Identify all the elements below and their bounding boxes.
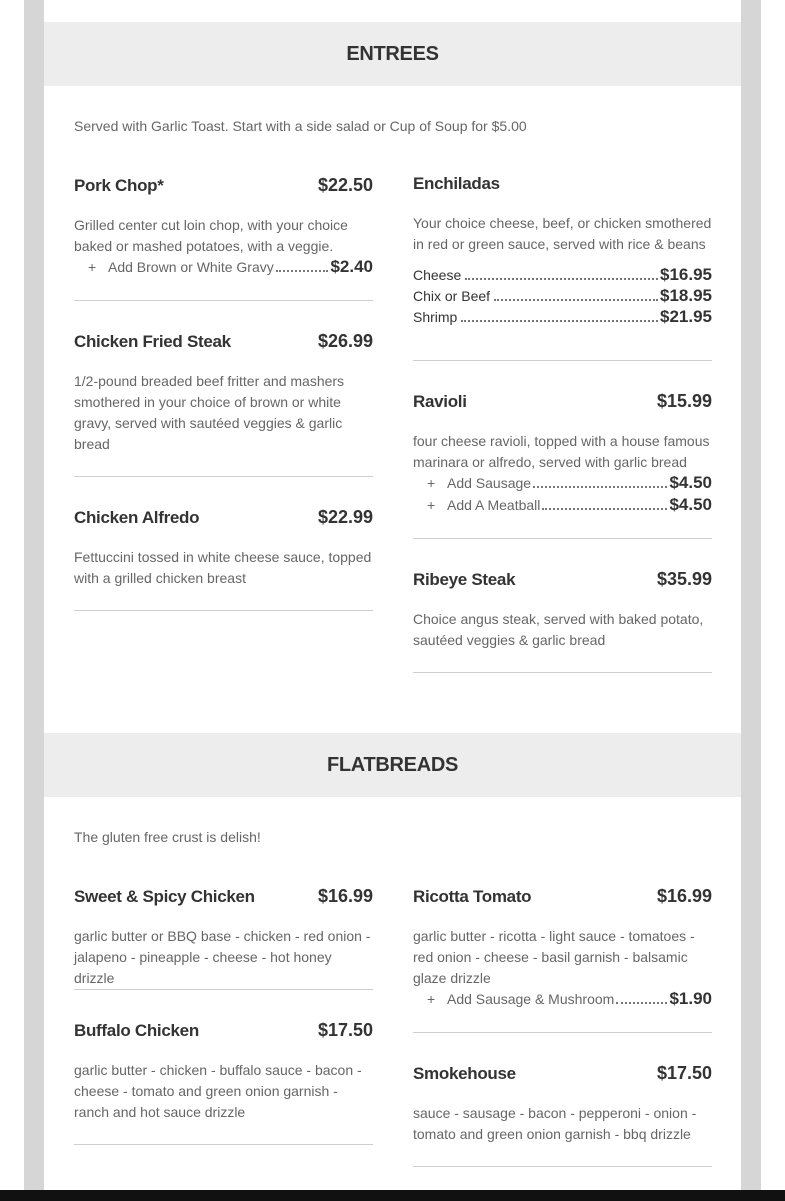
addon-price: $4.50 xyxy=(669,495,712,514)
item-description: Grilled center cut loin chop, with your choice baked or mashed potatoes, with a veggie. xyxy=(74,217,348,254)
option-label: Cheese xyxy=(413,267,462,283)
menu-item-smokehouse xyxy=(413,1063,712,1145)
menu-item-sweet-spicy-chicken xyxy=(74,886,373,989)
menu-item-ravioli xyxy=(413,391,712,517)
menu-item-buffalo-chicken xyxy=(74,1020,373,1123)
dot-leader xyxy=(542,508,667,510)
dot-leader xyxy=(465,278,658,280)
item-price: $16.99 xyxy=(656,886,712,906)
divider xyxy=(413,360,712,361)
dot-leader xyxy=(276,270,329,272)
divider xyxy=(413,538,712,539)
item-description: garlic butter - ricotta - light sauce - tomatoes - red onion - cheese - basil garnish - balsamic glaze drizzle xyxy=(413,928,695,986)
item-price: $22.99 xyxy=(317,507,373,527)
item-description: Choice angus steak, served with baked potato, sautéed veggies & garlic bread xyxy=(413,611,704,648)
addon-row xyxy=(427,473,712,495)
item-name: Chicken Fried Steak xyxy=(74,332,231,351)
addon-row xyxy=(427,989,712,1011)
plus-icon: + xyxy=(88,259,97,275)
item-price: $17.50 xyxy=(317,1020,373,1040)
footer-bar xyxy=(0,1190,785,1201)
item-name: Ricotta Tomato xyxy=(413,887,532,906)
entrees-intro: Served with Garlic Toast. Start with a side salad or Cup of Soup for $5.00 xyxy=(74,118,527,134)
option-label: Chix or Beef xyxy=(413,288,491,304)
divider xyxy=(74,610,373,611)
flatbreads-heading: FLATBREADS xyxy=(44,733,741,797)
item-price: $26.99 xyxy=(317,331,373,351)
divider xyxy=(74,476,373,477)
menu-item-enchiladas xyxy=(413,174,712,328)
option-row xyxy=(413,265,712,286)
item-description: Fettuccini tossed in white cheese sauce, topped with a grilled chicken breast xyxy=(74,549,372,586)
item-price: $22.50 xyxy=(317,175,373,195)
addon-label: Add Sausage xyxy=(447,475,532,491)
addon-row xyxy=(427,495,712,517)
item-description: 1/2-pound breaded beef fritter and mashers smothered in your choice of brown or white gravy, served with sautéed veggies & garlic bread xyxy=(74,373,345,452)
entrees-heading: ENTREES xyxy=(44,22,741,86)
divider xyxy=(74,1144,373,1145)
addon-label: Add Sausage & Mushroom xyxy=(447,991,615,1007)
item-name: Ravioli xyxy=(413,392,467,411)
divider xyxy=(413,1166,712,1167)
menu-item-pork-chop xyxy=(74,175,373,279)
option-label: Shrimp xyxy=(413,309,458,325)
menu-item-chicken-alfredo xyxy=(74,507,373,589)
menu-item-chicken-fried-steak xyxy=(74,331,373,455)
addon-price: $4.50 xyxy=(669,473,712,492)
item-name: Ribeye Steak xyxy=(413,570,516,589)
dot-leader xyxy=(533,486,667,488)
item-name: Enchiladas xyxy=(413,174,500,193)
menu-item-ribeye-steak xyxy=(413,569,712,651)
plus-icon: + xyxy=(427,497,436,513)
addon-price: $1.90 xyxy=(669,989,712,1008)
right-rail xyxy=(741,0,761,1190)
option-price: $21.95 xyxy=(660,307,712,326)
left-rail xyxy=(24,0,44,1190)
item-description: Your choice cheese, beef, or chicken smothered in red or green sauce, served with rice & beans xyxy=(413,215,712,252)
item-name: Sweet & Spicy Chicken xyxy=(74,887,255,906)
addon-label: Add Brown or White Gravy xyxy=(108,259,274,275)
item-price: $17.50 xyxy=(656,1063,712,1083)
addon-label: Add A Meatball xyxy=(447,497,541,513)
menu-card xyxy=(44,0,741,1190)
item-price: $15.99 xyxy=(656,391,712,411)
item-name: Buffalo Chicken xyxy=(74,1021,199,1040)
divider xyxy=(74,989,373,990)
item-description: garlic butter - chicken - buffalo sauce - bacon - cheese - tomato and green onion garnish - ranch and hot sauce drizzle xyxy=(74,1062,362,1120)
item-price: $35.99 xyxy=(656,569,712,589)
addon-row xyxy=(88,257,373,279)
item-description: sauce - sausage - bacon - pepperoni - onion - tomato and green onion garnish - bbq drizzle xyxy=(413,1105,697,1142)
item-name: Pork Chop* xyxy=(74,176,164,195)
item-name: Chicken Alfredo xyxy=(74,508,200,527)
option-price: $18.95 xyxy=(660,286,712,305)
menu-item-ricotta-tomato xyxy=(413,886,712,1011)
item-description: four cheese ravioli, topped with a house famous marinara or alfredo, served with garlic bread xyxy=(413,433,710,470)
dot-leader xyxy=(494,299,658,301)
item-description: garlic butter or BBQ base - chicken - red onion - jalapeno - pineapple - cheese - hot honey drizzle xyxy=(74,928,371,986)
divider xyxy=(413,1032,712,1033)
dot-leader xyxy=(461,320,658,322)
dot-leader xyxy=(616,1002,667,1004)
divider xyxy=(74,300,373,301)
item-name: Smokehouse xyxy=(413,1064,516,1083)
option-row xyxy=(413,307,712,328)
plus-icon: + xyxy=(427,991,436,1007)
addon-price: $2.40 xyxy=(330,257,373,276)
option-row xyxy=(413,286,712,307)
divider xyxy=(413,672,712,673)
item-price: $16.99 xyxy=(317,886,373,906)
option-price: $16.95 xyxy=(660,265,712,284)
flatbreads-intro: The gluten free crust is delish! xyxy=(74,829,261,845)
plus-icon: + xyxy=(427,475,436,491)
